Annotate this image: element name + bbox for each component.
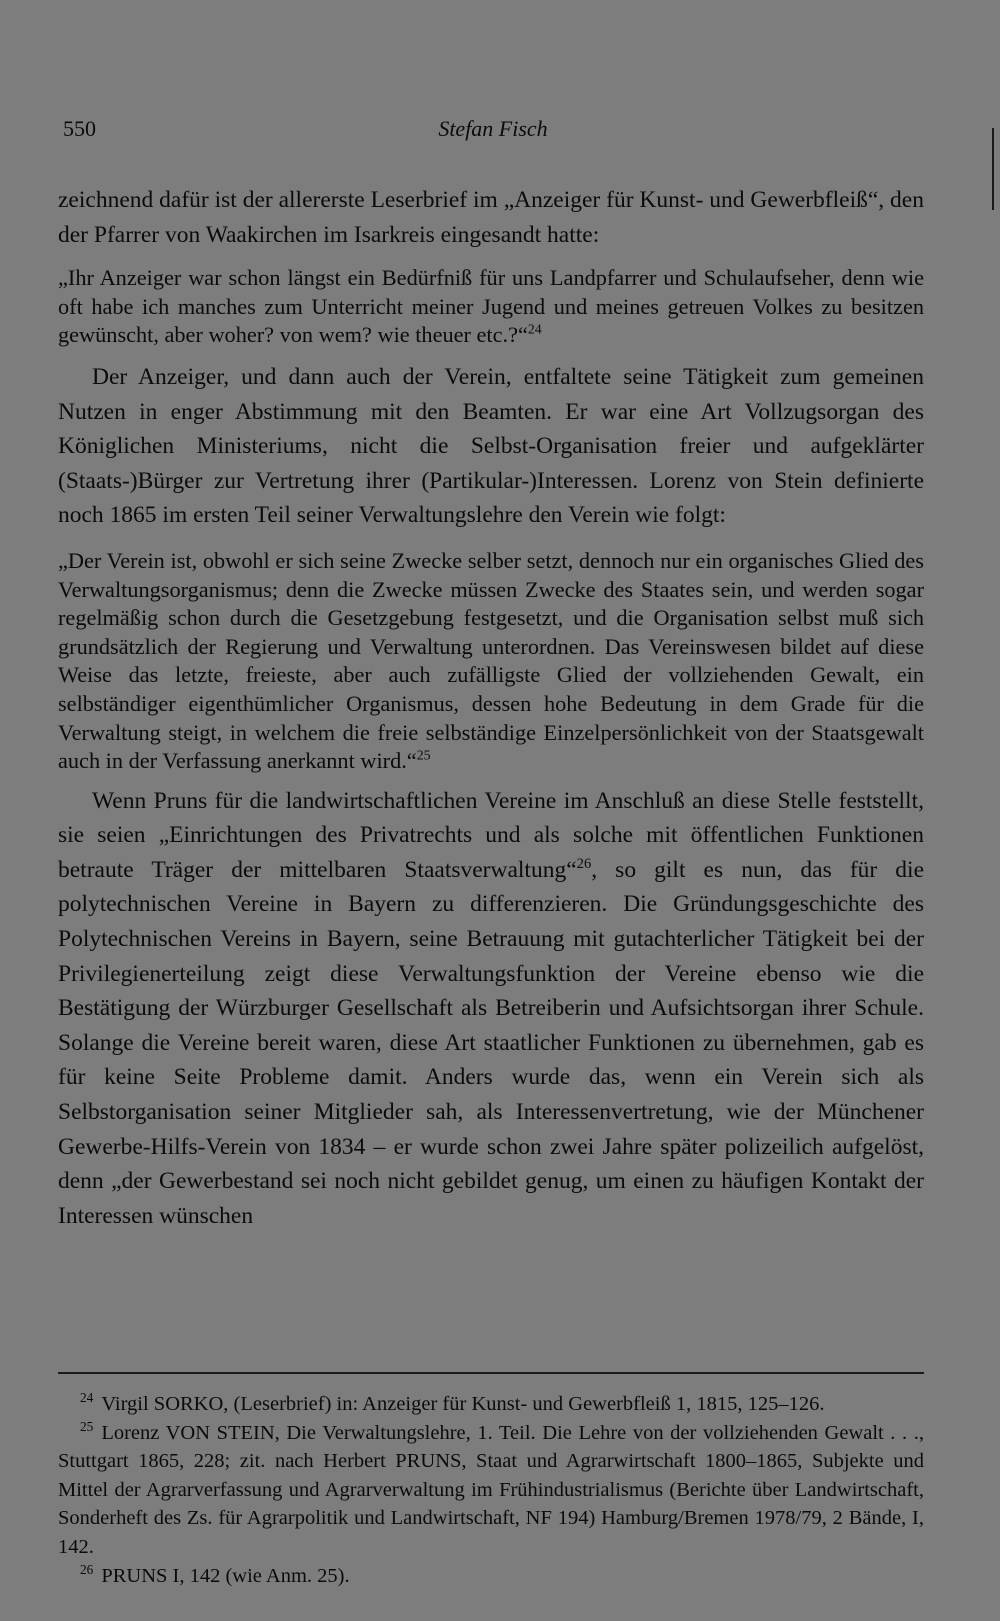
- running-head: Stefan Fisch: [438, 116, 548, 141]
- paragraph: [58, 784, 924, 1234]
- page-edge-mark: [992, 128, 994, 210]
- page-header: [63, 112, 923, 146]
- footnote: [58, 1562, 924, 1591]
- block-quote: [58, 264, 924, 350]
- main-text: [58, 183, 924, 1233]
- paragraph-text: Der Anzeiger, und dann auch der Verein, entfaltete seine Tätigkeit zum gemeinen Nutzen in enger Abstimmung mit den Beamten. Er war eine Art Vollzugsorgan des Königlichen Ministeriums, nicht die Selbst-Organisation freier und aufgeklärter (Staats-)Bürger zur Vertretung ihrer (Partikular-)Interessen. Lorenz von Stein definierte noch 1865 im ersten Teil seiner Verwaltungslehre den Verein wie folgt:: [58, 363, 924, 529]
- footnote-number: 24: [80, 1390, 94, 1406]
- footnote-reference: 26: [576, 856, 592, 873]
- footnote-text: Virgil SORKO, (Leserbrief) in: Anzeiger für Kunst- und Gewerbfleiß 1, 1815, 125–126.: [101, 1393, 825, 1415]
- footnote: [58, 1390, 924, 1419]
- footnotes: [58, 1390, 924, 1590]
- paragraph-text: zeichnend dafür ist der allererste Leserbrief im „Anzeiger für Kunst- und Gewerbfleiß“, den der Pfarrer von Waakirchen im Isarkreis eingesandt hatte:: [58, 187, 924, 248]
- footnote-text: Lorenz VON STEIN, Die Verwaltungslehre, 1. Teil. Die Lehre von der vollziehenden Gewalt . . ., Stuttgart 1865, 228; zit. nach Herbert PRUNS, Staat und Agrarwirtschaft 1800–1865, Subjekte und Mittel der Agrarverfassung und Agrarverwaltung im Frühindustrialismus (Berichte über Landwirtschaft, Sonderheft des Zs. für Agrarpolitik und Landwirtschaft, NF 194) Hamburg/Bremen 1978/79, 2 Bände, I, 142.: [58, 1421, 924, 1558]
- paragraph: [58, 183, 924, 252]
- paragraph-text: , so gilt es nun, das für die polytechnischen Vereine in Bayern zu differenzieren. Die Gründungsgeschichte des Polytechnischen Vereins in Bayern, seine Betrauung mit gutachterlicher Tätigkeit bei der Privilegienerteilung zeigt diese Verwaltungsfunktion der Vereine ebenso wie die Bestätigung der Würzburger Gesellschaft als Betreiberin und Aufsichtsorgan ihrer Schule. Solange die Vereine bereit waren, diese Art staatlicher Funktionen zu übernehmen, gab es für keine Seite Probleme damit. Anders wurde das, wenn ein Verein sich als Selbstorganisation seiner Mitglieder sah, als Interessenvertretung, wie der Münchener Gewerbe-Hilfs-Verein von 1834 – er wurde schon zwei Jahre später polizeilich aufgelöst, denn „der Gewerbestand sei noch nicht gebildet genug, um einen zu häufigen Kontakt der Interessen wünschen: [58, 856, 925, 1229]
- page-number: 550: [63, 116, 96, 141]
- paragraph-text: Wenn Pruns für die landwirtschaftlichen Vereine im Anschluß an diese Stelle feststellt, sie seien „Einrichtungen des Privatrechts und als solche mit öffentlichen Funktionen betraute Träger der mittelbaren Staatsverwaltung“: [58, 787, 924, 883]
- quote-text: „Der Verein ist, obwohl er sich seine Zwecke selber setzt, dennoch nur ein organisches Glied des Verwaltungsorganismus; denn die Zwecke müssen Zwecke des Staates sein, und werden sogar regelmäßig schon durch die Gesetzgebung festgesetzt, und die Organisation selbst muß sich grundsätzlich der Regierung und Verwaltung unterordnen. Das Vereinswesen bildet auf diese Weise das letzte, freieste, aber auch zufälligste Glied der vollziehenden Gewalt, ein selbständiger eigenthümlicher Organismus, dessen hohe Bedeutung in dem Grade für die Verwaltung steigt, in welchem die freie selbständige Einzelpersönlichkeit von der Staatsgewalt auch in der Verfassung anerkannt wird.“: [58, 547, 924, 774]
- footnote-reference: 24: [527, 321, 542, 337]
- footnote-text: PRUNS I, 142 (wie Anm. 25).: [101, 1564, 350, 1587]
- footnote: [58, 1419, 924, 1562]
- quote-text: „Ihr Anzeiger war schon längst ein Bedürfniß für uns Landpfarrer und Schulaufseher, denn wie oft habe ich manches zum Unterricht meiner Jugend und meines getreuen Volkes zu besitzen gewünscht, aber woher? von wem? wie theuer etc.?“: [58, 265, 924, 348]
- footnote-divider: [58, 1372, 924, 1374]
- footnote-number: 26: [80, 1561, 94, 1577]
- block-quote: [58, 547, 924, 776]
- footnote-reference: 25: [416, 747, 431, 763]
- paragraph: [58, 360, 924, 533]
- footnote-number: 25: [80, 1418, 94, 1434]
